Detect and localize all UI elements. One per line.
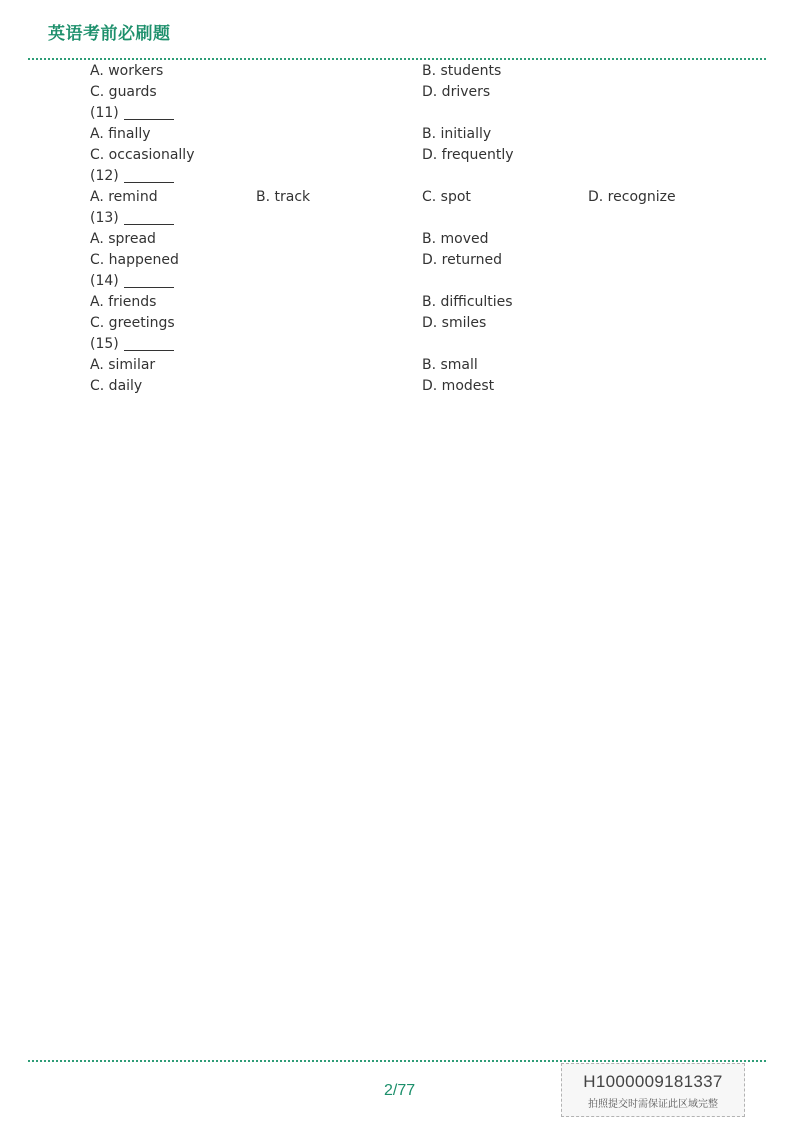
option-row <box>90 229 770 250</box>
question-number-row <box>90 103 770 124</box>
question-number-row <box>90 334 770 355</box>
answer-blank <box>124 210 174 225</box>
question-13-number: (13) <box>90 210 119 226</box>
q10-option-d: D. drivers <box>422 84 491 100</box>
q11-option-b: B. initially <box>422 126 492 142</box>
q10-option-b: B. students <box>422 63 502 79</box>
question-options <box>90 61 770 397</box>
q15-option-c: C. daily <box>90 378 143 394</box>
question-15 <box>90 334 174 355</box>
question-11 <box>90 103 174 124</box>
question-number-row <box>90 271 770 292</box>
q13-option-c: C. happened <box>90 252 179 268</box>
page-number: 2/77 <box>384 1082 416 1099</box>
option-row <box>90 355 770 376</box>
question-14-number: (14) <box>90 273 119 289</box>
question-15-number: (15) <box>90 336 119 352</box>
header-divider <box>28 58 766 60</box>
question-number-row <box>90 208 770 229</box>
q13-option-d: D. returned <box>422 252 502 268</box>
option-row <box>90 61 770 82</box>
q11-option-d: D. frequently <box>422 147 514 163</box>
answer-blank <box>124 168 174 183</box>
footer-divider <box>28 1060 766 1062</box>
question-13 <box>90 208 174 229</box>
q13-option-a: A. spread <box>90 231 156 247</box>
q11-option-c: C. occasionally <box>90 147 195 163</box>
question-11-number: (11) <box>90 105 119 121</box>
q13-option-b: B. moved <box>422 231 489 247</box>
q12-option-b: B. track <box>256 189 311 205</box>
question-14 <box>90 271 174 292</box>
question-number-row <box>90 166 770 187</box>
q14-option-d: D. smiles <box>422 315 487 331</box>
brand-title: 英语考前必刷题 <box>48 24 171 44</box>
q10-option-a: A. workers <box>90 63 164 79</box>
answer-blank <box>124 336 174 351</box>
q12-option-a: A. remind <box>90 189 158 205</box>
q11-option-a: A. finally <box>90 126 151 142</box>
option-row <box>90 292 770 313</box>
answer-blank <box>124 105 174 120</box>
q15-option-d: D. modest <box>422 378 495 394</box>
q14-option-c: C. greetings <box>90 315 175 331</box>
option-row <box>90 313 770 334</box>
q15-option-b: B. small <box>422 357 478 373</box>
option-row <box>90 376 770 397</box>
option-row <box>90 124 770 145</box>
option-row <box>90 145 770 166</box>
question-12 <box>90 166 174 187</box>
q12-option-d: D. recognize <box>588 189 676 205</box>
answer-blank <box>124 273 174 288</box>
q12-option-c: C. spot <box>422 189 471 205</box>
option-row <box>90 82 770 103</box>
document-code-note: 拍照提交时需保证此区域完整 <box>588 1099 718 1110</box>
document-code: H1000009181337 <box>583 1072 723 1091</box>
question-12-number: (12) <box>90 168 119 184</box>
option-row <box>90 187 770 208</box>
option-row <box>90 250 770 271</box>
q14-option-b: B. difficulties <box>422 294 513 310</box>
q10-option-c: C. guards <box>90 84 157 100</box>
document-code-box <box>561 1063 745 1117</box>
q15-option-a: A. similar <box>90 357 156 373</box>
q14-option-a: A. friends <box>90 294 157 310</box>
